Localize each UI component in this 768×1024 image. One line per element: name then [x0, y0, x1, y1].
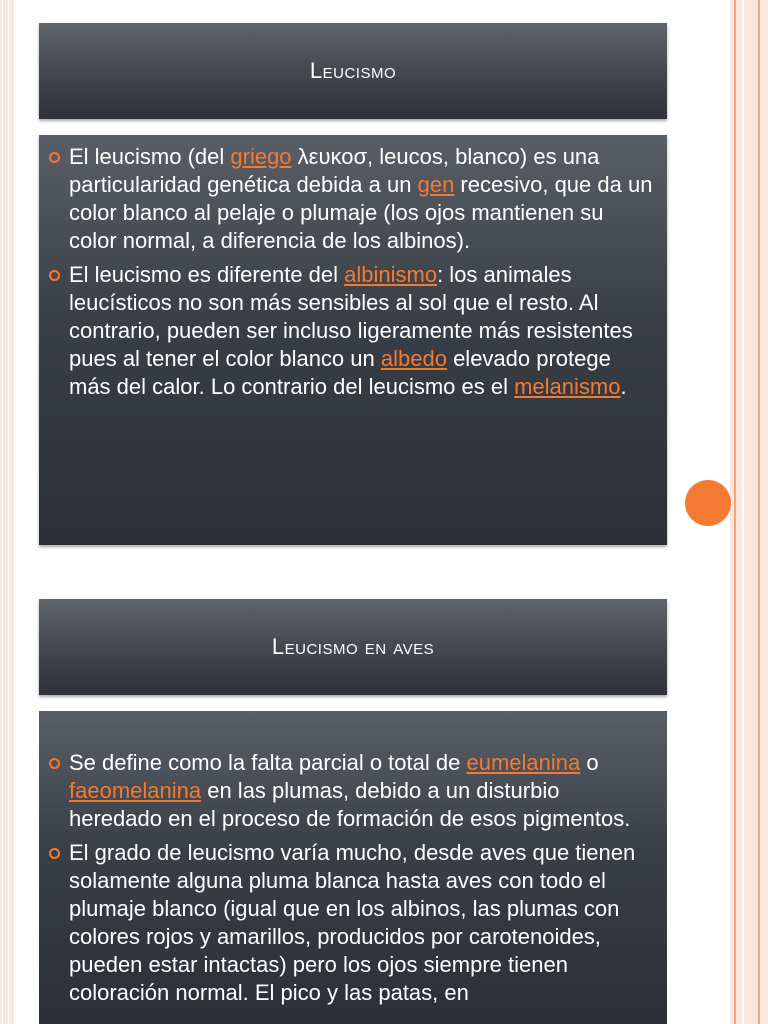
text-run: elevado protege más del calor. Lo contrario del leucismo es el [69, 346, 611, 399]
link-gen[interactable]: gen [417, 172, 455, 197]
text-run: en las plumas, debido a un disturbio heredado en el proceso de formación de esos pigmentos. [69, 778, 631, 831]
text-run: El leucismo (del [69, 144, 231, 169]
left-decorative-rail [0, 0, 16, 1024]
text-run: : los animales leucísticos no son más sensibles al sol que el resto. Al contrario, pueden ser incluso ligeramente más resistentes pues al tener el color blanco un [69, 262, 633, 371]
slide-marker-dot [685, 480, 731, 526]
text-run: o [580, 750, 599, 775]
text-run: λευκοσ, leucos, blanco) es una particularidad genética debida a un [69, 144, 600, 197]
slide1-bullet-1 [49, 143, 655, 255]
slide1-bullet-2 [49, 261, 655, 401]
slide1-title: Leucismo [309, 58, 397, 83]
text-run: . [620, 374, 627, 399]
slide2-bullet-2 [49, 839, 655, 1007]
text-run: El grado de leucismo varía mucho, desde aves que tienen solamente alguna pluma blanca hasta aves con todo el plumaje blanco (igual que en los albinos, las plumas con colores rojos y amarillos, producidos por carotenoides, pueden estar intactas) pero los ojos siempre tienen coloración normal. El pico y las patas, en [69, 840, 636, 1005]
slide2-title: Leucismo en aves [271, 634, 435, 659]
slide2-bullet-1 [49, 749, 655, 833]
text-run: Se define como la falta parcial o total de [69, 750, 467, 775]
link-griego[interactable]: griego [230, 144, 292, 169]
link-albinismo[interactable]: albinismo [344, 262, 438, 287]
slide1-title-panel [39, 23, 667, 119]
text-run: El leucismo es diferente del [69, 262, 345, 287]
link-melanismo[interactable]: melanismo [514, 374, 621, 399]
slide2-content-panel [39, 711, 667, 1024]
link-albedo[interactable]: albedo [380, 346, 447, 371]
right-decorative-rail [728, 0, 768, 1024]
text-run: recesivo, que da un color blanco al pelaje o plumaje (los ojos mantienen su color normal, a diferencia de los albinos). [69, 172, 653, 253]
link-faeomelanina[interactable]: faeomelanina [69, 778, 202, 803]
slide2-title-panel [39, 599, 667, 695]
link-eumelanina[interactable]: eumelanina [466, 750, 581, 775]
slide1-content-panel [39, 135, 667, 545]
